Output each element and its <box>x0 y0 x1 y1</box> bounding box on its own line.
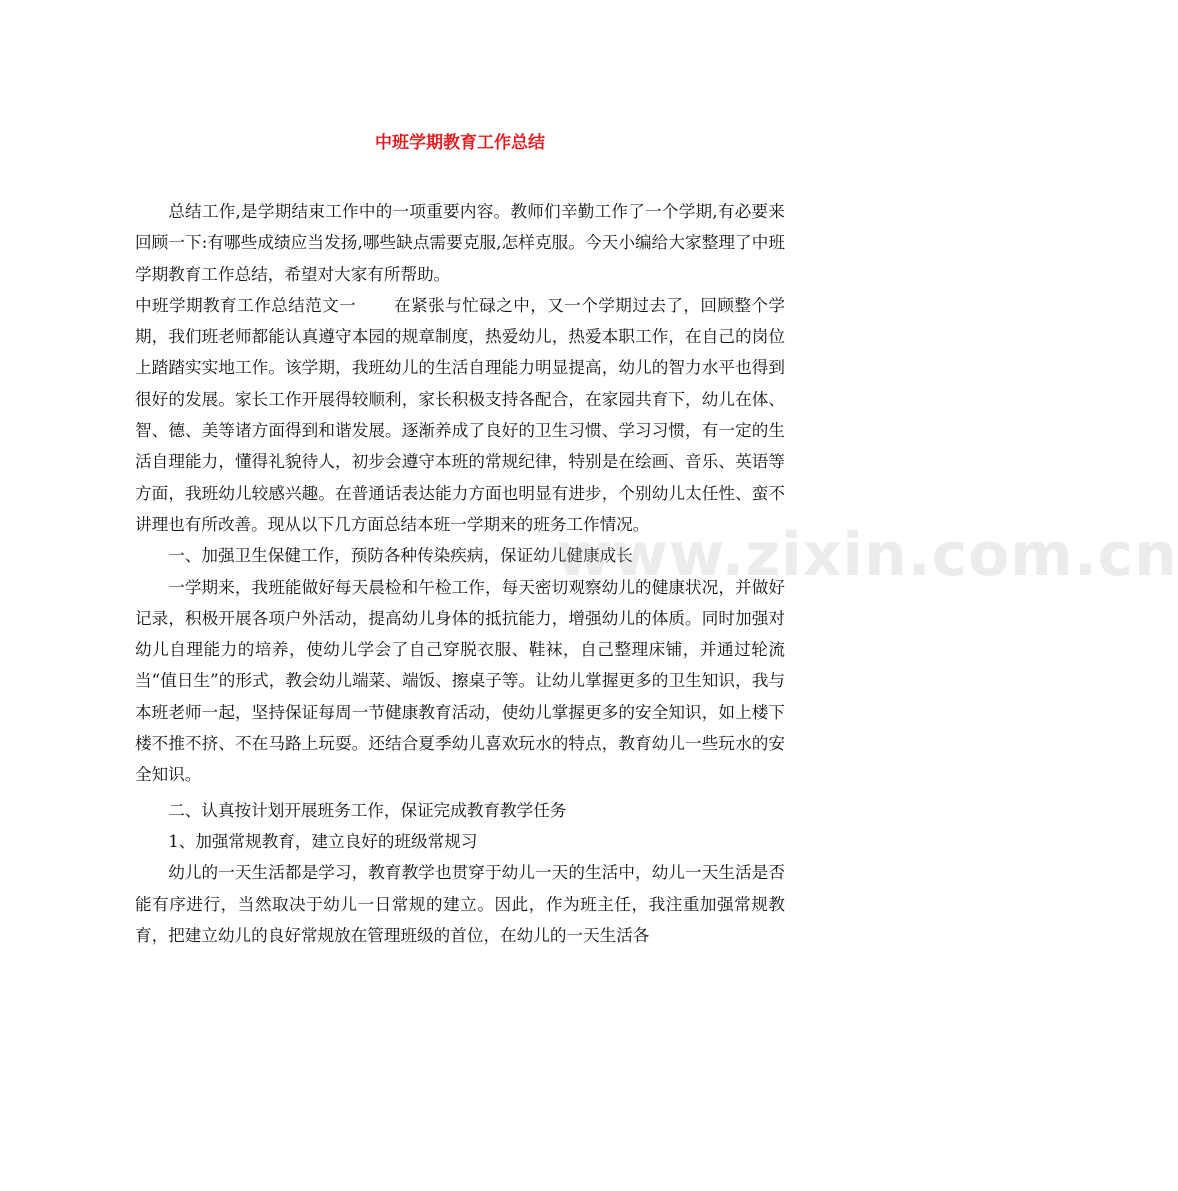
subsection1-heading: 1、加强常规教育，建立良好的班级常规习 <box>168 831 478 851</box>
section1-heading: 一、加强卫生保健工作，预防各种传染疾病，保证幼儿健康成长 <box>168 546 633 566</box>
document-title: 中班学期教育工作总结 <box>375 133 545 153</box>
sample-heading: 中班学期教育工作总结范文一 <box>135 295 357 315</box>
sample-paragraph <box>135 290 785 540</box>
intro-paragraph: 总结工作,是学期结束工作中的一项重要内容。教师们辛勤工作了一个学期,有必要来回顾一下:有哪些成绩应当发扬,哪些缺点需要克服,怎样克服。今天小编给大家整理了中班学期教育工作总结，希望对大家有所帮助。 <box>135 202 785 284</box>
sample-paragraph-text: 在紧张与忙碌之中，又一个学期过去了，回顾整个学期，我们班老师都能认真遵守本园的规章制度，热爱幼儿，热爱本职工作，在自己的岗位上踏踏实实地工作。该学期，我班幼儿的生活自理能力明显提高，幼儿的智力水平也得到很好的发展。家长工作开展得较顺利，家长积极支持各配合，在家园共育下，幼儿在体、智、德、美等诸方面得到和谐发展。逐渐养成了良好的卫生习惯、学习习惯，有一定的生活自理能力，懂得礼貌待人，初步会遵守本班的常规纪律，特别是在绘画、音乐、英语等方面，我班幼儿较感兴趣。在普通话表达能力方面也明显有进步，个别幼儿太任性、蛮不讲理也有所改善。现从以下几方面总结本班一学期来的班务工作情况。 <box>135 295 786 534</box>
section2-heading: 二、认真按计划开展班务工作，保证完成教育教学任务 <box>168 800 567 820</box>
section1-paragraph: 一学期来，我班能做好每天晨检和午检工作，每天密切观察幼儿的健康状况，并做好记录，积极开展各项户外活动，提高幼儿身体的抵抗能力，增强幼儿的体质。同时加强对幼儿自理能力的培养，使幼儿学会了自己穿脱衣服、鞋袜，自己整理床铺，并通过轮流当“值日生”的形式，教会幼儿端菜、端饭、擦桌子等。让幼儿掌握更多的卫生知识，我与本班老师一起，坚持保证每周一节健康教育活动，使幼儿掌握更多的安全知识，如上楼下楼不推不挤、不在马路上玩耍。还结合夏季幼儿喜欢玩水的特点，教育幼儿一些玩水的安全知识。 <box>135 577 785 785</box>
watermark-text: www.zixin.com.cn <box>556 520 1178 590</box>
subsection1-paragraph: 幼儿的一天生活都是学习，教育教学也贯穿于幼儿一天的生活中，幼儿一天生活是否能有序进行，当然取决于幼儿一日常规的建立。因此，作为班主任，我注重加强常规教育，把建立幼儿的良好常规放在管理班级的首位，在幼儿的一天生活各 <box>135 863 785 945</box>
